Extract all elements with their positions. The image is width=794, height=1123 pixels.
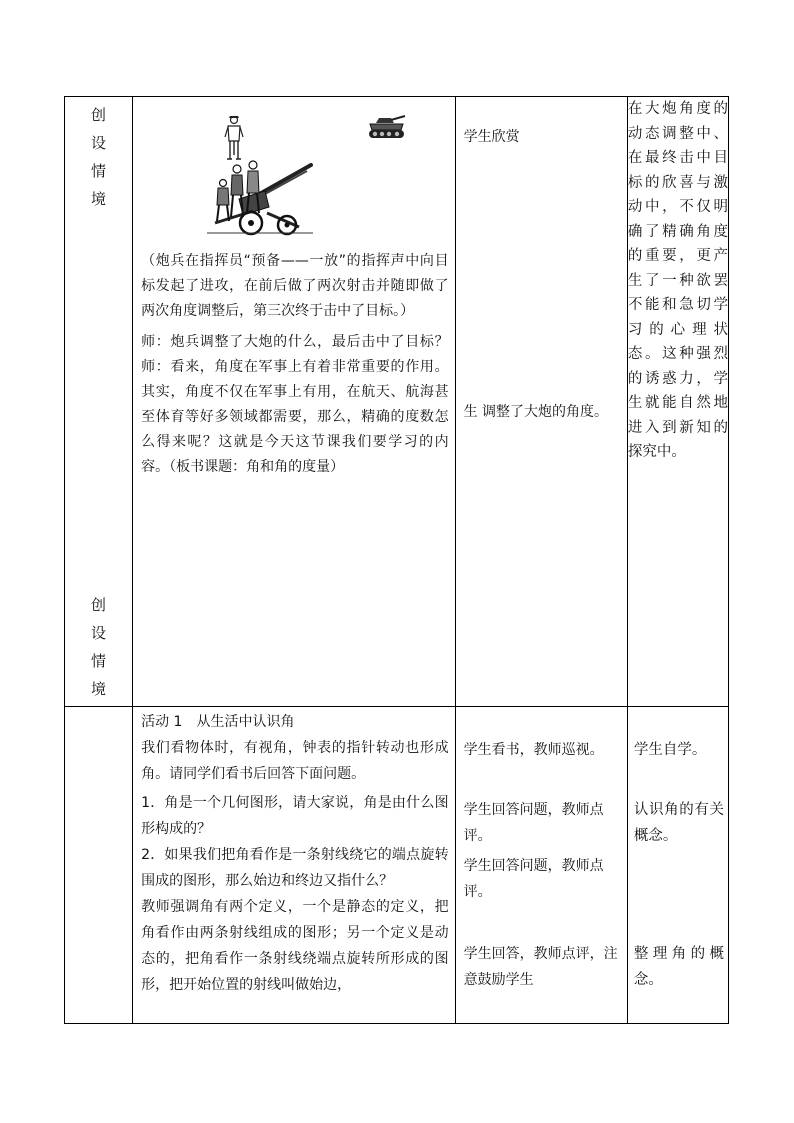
stage-char: 创 [91,596,107,614]
scene-note: （炮兵在指挥员“预备——一放”的指挥声中向目标发起了进攻，在前后做了两次射击并随即做了两次角度调整后，第三次终于击中了目标。） [141,253,449,319]
stage-char: 境 [91,190,107,208]
student-activity-cell [455,707,627,1024]
stage-label-bottom [65,591,132,703]
stage-char: 创 [91,106,107,124]
design-intent: 学生自学。 [633,742,707,758]
table-row [65,97,729,707]
student-activity: 学生回答问题，教师点评。 [463,858,604,900]
teacher-text: 师：炮兵调整了大炮的什么，最后击中了目标？师：看来，角度在军事上有着非常重要的作用。其实，角度不仅在军事上有用，在航天、航海甚至体育等好多领域都需要，那么，精确的度数怎么得来呢？这就是今天这节课我们要学习的内容。（板书课题：角和角的度量） [141,334,449,475]
question-1: 1．角是一个几何图形，请大家说，角是由什么图形构成的？ [141,795,449,837]
teacher-note: 教师强调角有两个定义，一个是静态的定义，把角看作由两条射线组成的图形；另一个定义是动态的，把角看作一条射线绕端点旋转所形成的图形，把开始位置的射线叫做始边， [141,899,449,993]
stage-char: 设 [91,624,107,642]
design-intent-cell: 在大炮角度的动态调整中、在最终击中目标的欣喜与激动中，不仅明确了精确角度的重要，更产生了一种欲罢不能和急切学习的心理状态。这种强烈的诱惑力，学生就能自然地进入到新知的探究中。 [627,97,728,707]
content-cell [133,707,455,1024]
student-activity: 学生回答问题，教师点评。 [463,802,604,844]
stage-cell [65,97,133,707]
stage-cell [65,707,133,1024]
student-activity: 学生回答，教师点评，注意鼓励学生 [463,946,618,988]
student-activity: 生 调整了大炮的角度。 [463,404,609,420]
artillery-crew-figure [207,143,315,243]
stage-char: 情 [91,162,107,180]
design-intent: 认识角的有关概念。 [633,802,724,844]
illustration [133,97,454,247]
content-cell [133,97,455,707]
intro-text: 我们看物体时，有视角，钟表的指针转动也形成角。请同学们看书后回答下面问题。 [141,740,449,782]
table-row [65,707,729,1024]
question-2: 2．如果我们把角看作是一条射线绕它的端点旋转围成的图形，那么始边和终边又指什么？ [141,847,449,889]
student-activity: 学生看书，教师巡视。 [463,742,604,758]
stage-char: 设 [91,134,107,152]
stage-label-top [65,101,132,213]
stage-char: 境 [91,680,107,698]
design-intent: 整理角的概念。 [633,946,724,988]
activity-title: 活动 1 从生活中认识角 [141,714,295,730]
stage-char: 情 [91,652,107,670]
design-intent-cell [627,707,728,1024]
tank-figure [367,112,407,142]
student-activity-cell [455,97,627,707]
student-activity: 学生欣赏 [463,129,520,145]
lesson-plan-table [64,96,729,1024]
